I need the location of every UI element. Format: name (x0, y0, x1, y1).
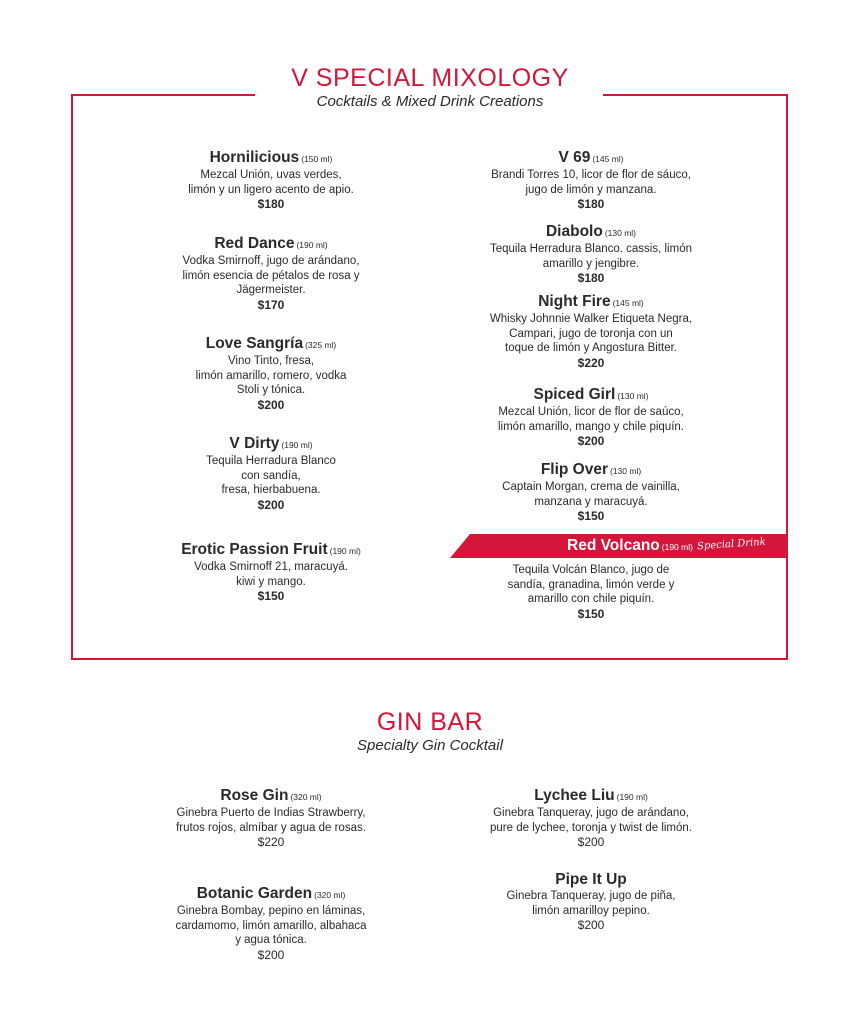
item-size: (320 ml) (290, 792, 322, 802)
item-price: $150 (257, 589, 285, 603)
item-desc-line: Vino Tinto, fresa, (227, 355, 315, 367)
item-desc-line: Tequila Volcán Blanco, jugo de (512, 564, 670, 576)
item-desc-line: cardamomo, limón amarillo, albahaca (175, 919, 367, 932)
item-name: V Dirty (229, 435, 280, 452)
menu-item-pipe-it-up (441, 871, 741, 933)
item-price: $220 (257, 835, 285, 849)
menu-item-flip-over (441, 461, 741, 524)
item-name: Erotic Passion Fruit (181, 541, 328, 558)
item-desc-line: Tequila Herradura Blanco. cassis, limón (490, 243, 692, 255)
item-desc-line: Stoli y tónica. (236, 384, 306, 396)
item-size: (130 ml) (617, 391, 649, 401)
item-size: (320 ml) (314, 890, 346, 900)
item-name: Night Fire (538, 293, 611, 310)
item-desc-line: Vodka Smirnoff, jugo de arándano, (182, 255, 360, 267)
item-desc-line: manzana y maracuyá. (534, 495, 648, 508)
mixology-subtitle: Cocktails & Mixed Drink Creations (316, 93, 544, 110)
item-price: $220 (577, 355, 605, 370)
item-name: Hornilicious (209, 149, 300, 166)
menu-item-love-sangria (121, 335, 421, 413)
item-price: $200 (257, 947, 285, 962)
item-desc-line: limón amarillo, mango y chile piquín. (497, 420, 684, 433)
item-name: Diabolo (545, 223, 603, 240)
item-desc-line: amarillo con chile piquín. (527, 593, 655, 605)
item-name: Red Dance (214, 235, 295, 252)
item-name: Lychee Liu (534, 787, 615, 804)
item-size: (130 ml) (604, 228, 637, 238)
item-name: Flip Over (540, 461, 608, 478)
item-desc-line: Mezcal Unión, licor de flor de saúco, (498, 406, 684, 418)
item-desc-line: Brandi Torres 10, licor de flor de sáuco, (491, 169, 691, 181)
item-name: V 69 (558, 149, 591, 166)
item-desc-line: limón amarillo, romero, vodka (195, 369, 347, 382)
item-size: (190 ml) (329, 546, 361, 556)
item-price: $150 (577, 606, 605, 621)
item-name: Rose Gin (220, 787, 289, 804)
item-price: $200 (577, 434, 605, 448)
item-price: $180 (577, 271, 605, 285)
item-price: $150 (577, 509, 605, 523)
item-price: $200 (577, 918, 605, 932)
item-size: (145 ml) (612, 298, 644, 308)
item-desc-line: Ginebra Bombay, pepino en láminas, (176, 905, 366, 917)
item-desc-line: kiwi y mango. (236, 575, 306, 588)
item-desc-line: limón y un ligero acento de apio. (188, 183, 354, 196)
item-name: Spiced Girl (533, 386, 616, 403)
item-desc-line: Campari, jugo de toronja con un (509, 327, 673, 340)
item-desc-line: toque de limón y Angostura Bitter. (505, 342, 677, 354)
gin-bar-subtitle: Specialty Gin Cocktail (357, 737, 503, 754)
menu-item-spiced-girl (441, 386, 741, 449)
special-item-size: (190 ml) (661, 542, 693, 552)
item-size: (130 ml) (610, 466, 642, 476)
frame-top-left (71, 94, 255, 96)
item-price: $200 (257, 497, 285, 512)
menu-item-v-dirty (121, 435, 421, 513)
menu-item-hornilicious (121, 149, 421, 212)
item-desc-line: Whisky Johnnie Walker Etiqueta Negra, (489, 313, 693, 325)
menu-item-botanic-garden (121, 885, 421, 963)
item-name: Botanic Garden (196, 885, 313, 902)
mixology-title: V SPECIAL MIXOLOGY (291, 64, 569, 92)
frame-right (786, 94, 788, 660)
menu-item-v-69 (441, 149, 741, 212)
item-size: (145 ml) (592, 154, 624, 164)
item-price: $200 (577, 835, 605, 849)
item-size: (190 ml) (281, 440, 313, 450)
item-desc-line: limón esencia de pétalos de rosa y (182, 269, 360, 282)
menu-item-red-volcano-details (441, 563, 741, 622)
menu-item-night-fire (441, 293, 741, 371)
item-price: $170 (257, 297, 285, 312)
item-name: Pipe It Up (555, 871, 627, 888)
menu-item-lychee-liu (441, 787, 741, 850)
item-desc-line: Ginebra Puerto de Indias Strawberry, (176, 807, 366, 819)
item-desc-line: pure de lychee, toronja y twist de limón. (490, 821, 692, 834)
item-size: (190 ml) (616, 792, 648, 802)
special-drink-banner (450, 534, 788, 558)
item-desc-line: frutos rojos, almíbar y agua de rosas. (176, 821, 366, 834)
item-desc-line: Captain Morgan, crema de vainilla, (502, 481, 680, 493)
item-desc-line: Mezcal Unión, uvas verdes, (200, 169, 342, 181)
item-price: $200 (257, 397, 285, 412)
item-desc-line: jugo de limón y manzana. (525, 183, 657, 196)
menu-item-red-dance (121, 235, 421, 313)
special-item-name: Red Volcano (567, 537, 660, 554)
frame-bottom (71, 658, 788, 660)
item-desc-line: y agua tónica. (235, 934, 307, 946)
item-desc-line: Vodka Smirnoff 21, maracuyá. (194, 561, 348, 573)
item-price: $180 (577, 197, 605, 211)
item-size: (325 ml) (305, 340, 337, 350)
item-desc-line: Ginebra Tanqueray, jugo de piña, (506, 890, 676, 902)
gin-bar-title: GIN BAR (376, 708, 484, 736)
item-price: $180 (257, 197, 285, 211)
menu-item-erotic-passion-fruit (121, 541, 421, 604)
frame-left (71, 94, 73, 660)
menu-item-rose-gin (121, 787, 421, 850)
item-desc-line: Ginebra Tanqueray, jugo de arándano, (493, 807, 689, 819)
frame-top-right (603, 94, 788, 96)
item-desc-line: sandía, granadina, limón verde y (507, 578, 675, 591)
menu-item-diabolo (441, 223, 741, 286)
item-desc-line: Tequila Herradura Blanco (206, 455, 336, 467)
item-name: Love Sangría (205, 335, 304, 352)
item-desc-line: amarillo y jengibre. (542, 257, 640, 270)
item-desc-line: fresa, hierbabuena. (221, 484, 321, 496)
item-size: (190 ml) (296, 240, 328, 250)
item-desc-line: limón amarilloy pepino. (532, 904, 650, 917)
special-drink-tag: Special Drink (696, 536, 767, 553)
item-desc-line: con sandía, (241, 469, 301, 482)
item-size: (150 ml) (301, 154, 333, 164)
item-desc-line: Jägermeister. (236, 284, 306, 296)
